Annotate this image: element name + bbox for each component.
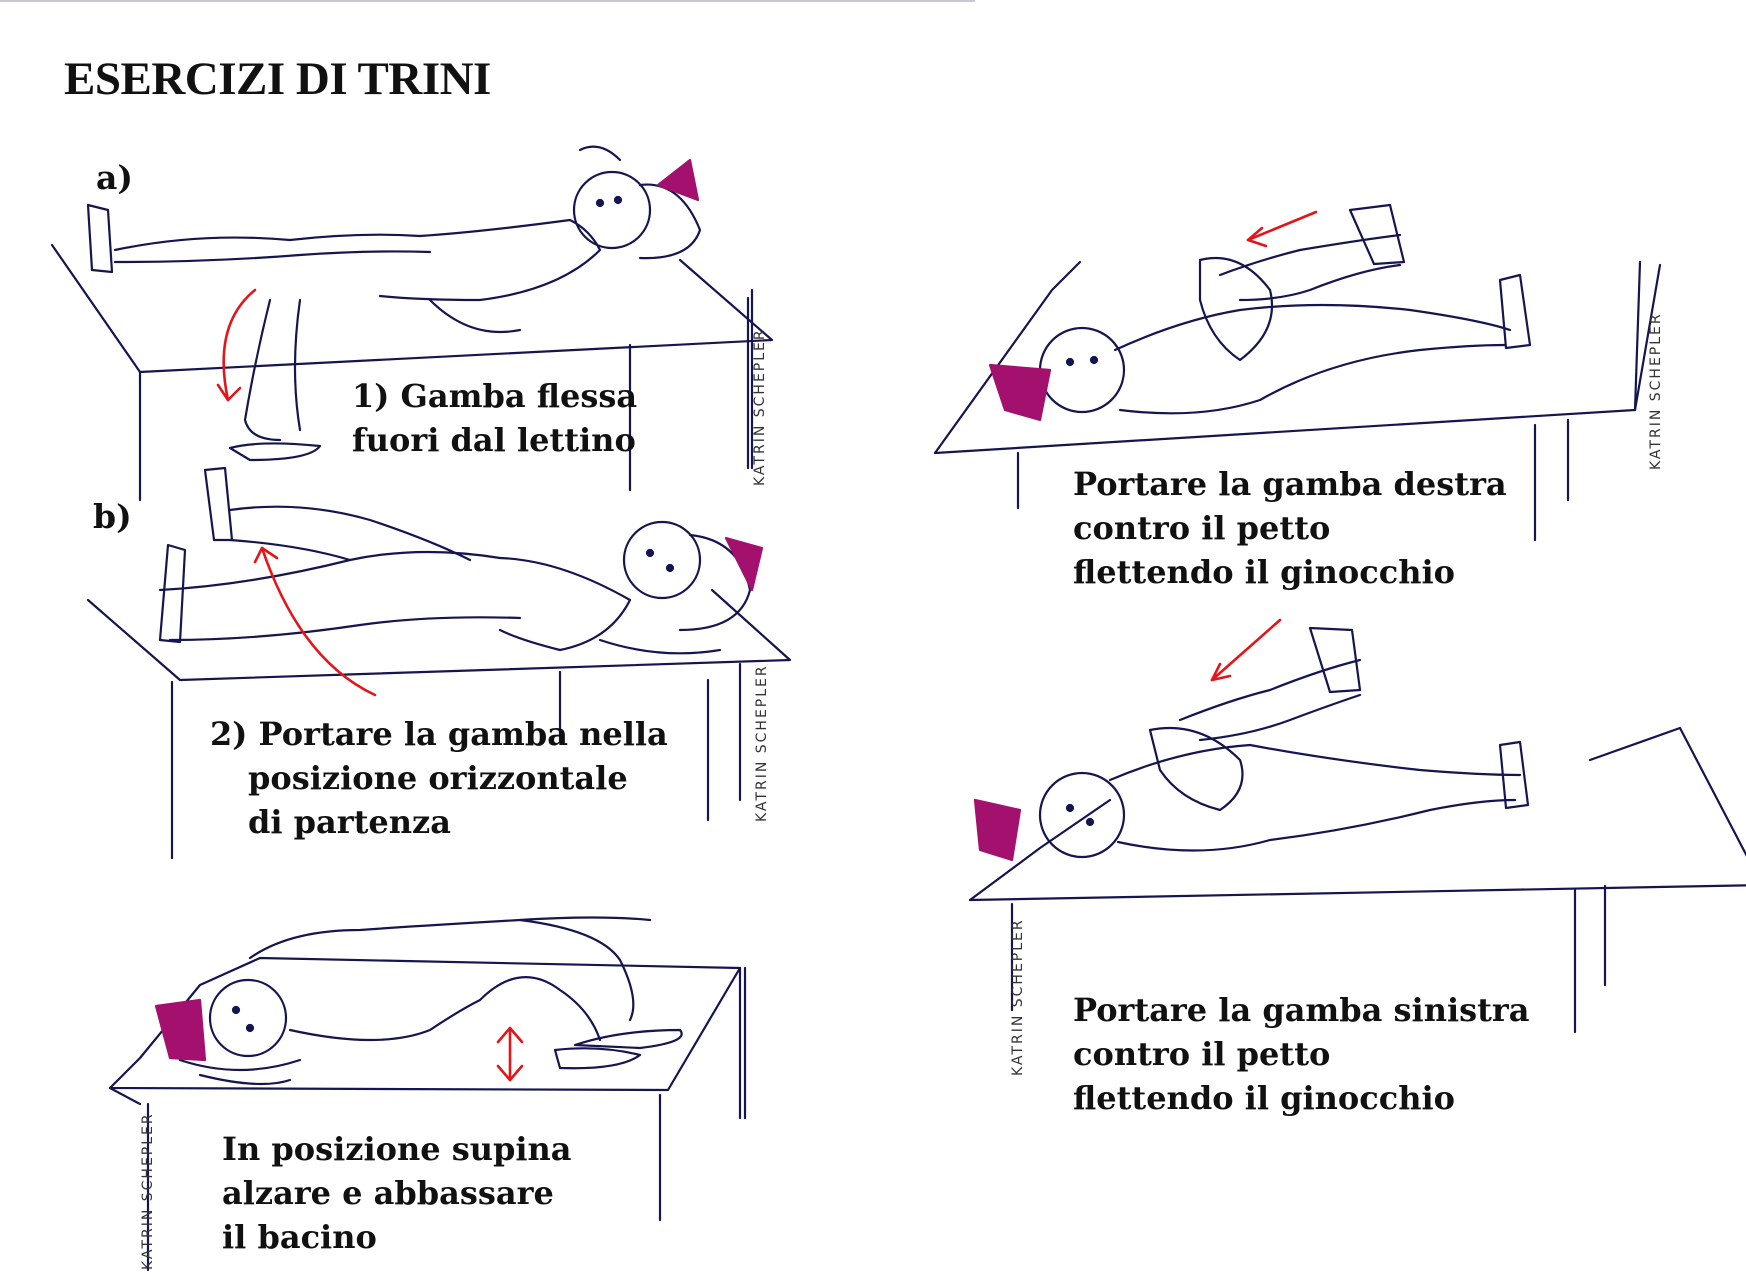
caption-line: contro il petto [1073,1035,1331,1073]
caption-line: alzare e abbassare [222,1174,554,1212]
double-arrow-icon [498,1028,522,1080]
figure-bridge [180,918,682,1085]
hair-bow-bridge [156,1000,205,1060]
hair-bow-a [658,160,698,200]
caption-line: Portare la gamba destra [1073,465,1507,503]
artist-signature: KATRIN SCHEPLER [1010,918,1026,1076]
caption-line: In posizione supina [222,1130,572,1168]
figure-b [160,468,750,653]
caption-line: flettendo il ginocchio [1073,553,1455,591]
figure-left [1040,628,1528,857]
caption-line: 1) Gamba flessa [352,377,638,415]
caption-right-leg [1073,462,1507,594]
artist-signature: KATRIN SCHEPLER [1648,312,1664,470]
caption-line: contro il petto [1073,509,1331,547]
caption-line: il bacino [222,1218,377,1256]
arrow-left-icon [1212,620,1280,680]
artist-signature: KATRIN SCHEPLER [752,328,768,486]
caption-line: flettendo il ginocchio [1073,1079,1455,1117]
caption-left-leg [1073,988,1530,1120]
hair-bow-right [990,365,1050,420]
figure-right [1040,205,1530,413]
panel-b-label: b) [93,497,132,536]
caption-b [210,712,668,844]
caption-line: posizione orizzontale [248,759,628,797]
page-title: ESERCIZI DI TRINI [64,53,491,105]
hair-bow-left [975,800,1020,860]
artist-signature: KATRIN SCHEPLER [140,1112,156,1270]
hair-bow-b [726,538,762,590]
caption-line: fuori dal lettino [352,421,636,459]
caption-bridge [222,1127,572,1259]
caption-line: 2) Portare la gamba nella [210,715,668,753]
arrow-left-icon [1248,212,1316,246]
caption-line: Portare la gamba sinistra [1073,991,1530,1029]
artist-signature: KATRIN SCHEPLER [754,664,770,822]
arrow-down-icon [218,290,255,400]
caption-line: di partenza [248,803,451,841]
panel-a-label: a) [96,158,133,197]
arrow-up-icon [255,548,375,695]
caption-a [352,374,637,462]
